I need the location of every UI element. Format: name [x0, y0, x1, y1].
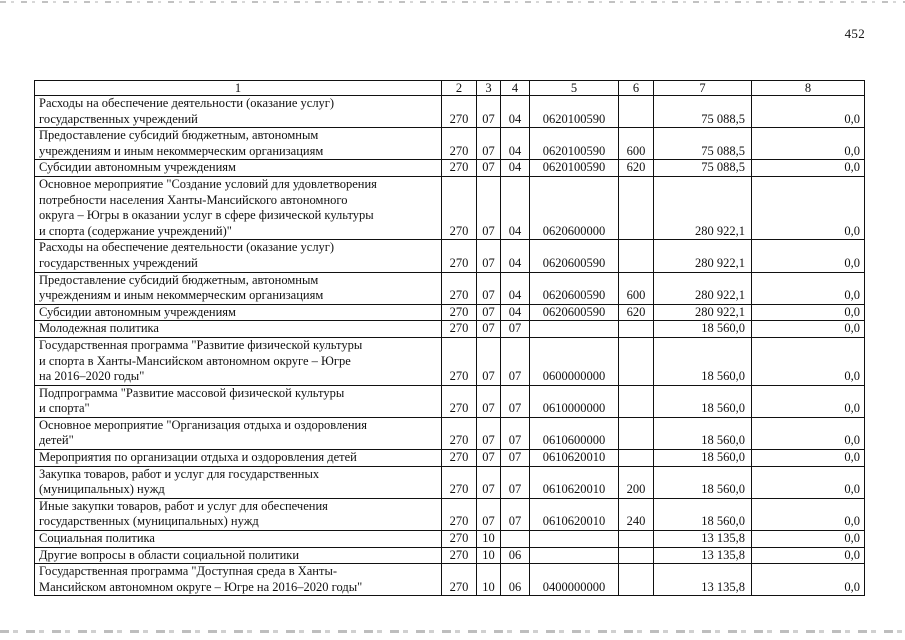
cell-section: 07: [477, 128, 501, 160]
cell-subsection: 04: [501, 272, 530, 304]
cell-amount-second: 0,0: [752, 531, 865, 548]
cell-expense-type: [619, 176, 654, 239]
cell-amount: 75 088,5: [654, 128, 752, 160]
item-name-line: и спорта": [39, 401, 90, 416]
cell-admin-code: 270: [442, 160, 477, 177]
page-number: 452: [844, 26, 865, 41]
cell-expense-type: 620: [619, 160, 654, 177]
item-name-line: Субсидии автономным учреждениям: [39, 304, 236, 319]
column-header: 8: [752, 81, 865, 96]
cell-expense-type: [619, 547, 654, 564]
cell-admin-code: 270: [442, 240, 477, 272]
cell-expense-type: [619, 450, 654, 467]
cell-target-item: 0620600590: [530, 272, 619, 304]
item-name-line: Мероприятия по организации отдыха и оздоровления детей: [39, 450, 357, 465]
cell-amount: 280 922,1: [654, 272, 752, 304]
cell-amount: 13 135,8: [654, 564, 752, 596]
cell-subsection: 04: [501, 304, 530, 321]
budget-table: [34, 80, 865, 596]
item-name-line: на 2016–2020 годы": [39, 369, 145, 384]
item-name-line: Основное мероприятие "Организация отдыха и оздоровления: [39, 417, 367, 432]
table-row: [35, 321, 865, 338]
cell-subsection: 06: [501, 547, 530, 564]
cell-amount: 13 135,8: [654, 547, 752, 564]
item-name-line: Закупка товаров, работ и услуг для государственных: [39, 466, 320, 481]
table-row: [35, 304, 865, 321]
cell-item-name: [35, 531, 442, 548]
item-name-line: Подпрограмма "Развитие массовой физической культуры: [39, 385, 345, 400]
cell-admin-code: 270: [442, 385, 477, 417]
item-name-line: Расходы на обеспечение деятельности (оказание услуг): [39, 96, 335, 110]
cell-target-item: 0600000000: [530, 337, 619, 385]
cell-section: 07: [477, 96, 501, 128]
table-row: [35, 96, 865, 128]
table-row: [35, 272, 865, 304]
cell-section: 07: [477, 240, 501, 272]
cell-section: 07: [477, 176, 501, 239]
cell-amount: 18 560,0: [654, 466, 752, 498]
item-name-line: Другие вопросы в области социальной политики: [39, 547, 300, 562]
column-header: 2: [442, 81, 477, 96]
item-name-line: Основное мероприятие "Создание условий для удовлетворения: [39, 176, 377, 191]
cell-target-item: 0610600000: [530, 417, 619, 449]
column-header: 1: [35, 81, 442, 96]
cell-section: 07: [477, 272, 501, 304]
cell-admin-code: 270: [442, 96, 477, 128]
cell-section: 07: [477, 450, 501, 467]
cell-item-name: [35, 160, 442, 177]
item-name-line: учреждениям и иным некоммерческим организациям: [39, 288, 324, 303]
cell-amount-second: 0,0: [752, 337, 865, 385]
cell-amount-second: 0,0: [752, 547, 865, 564]
cell-amount: 18 560,0: [654, 450, 752, 467]
item-name-line: Социальная политика: [39, 531, 155, 546]
cell-target-item: [530, 547, 619, 564]
cell-item-name: [35, 176, 442, 239]
cell-amount-second: 0,0: [752, 450, 865, 467]
cell-expense-type: [619, 417, 654, 449]
cell-expense-type: [619, 96, 654, 128]
table-row: [35, 417, 865, 449]
cell-admin-code: 270: [442, 531, 477, 548]
cell-target-item: [530, 531, 619, 548]
cell-subsection: 07: [501, 450, 530, 467]
table-header-row: [35, 81, 865, 96]
cell-expense-type: 240: [619, 498, 654, 530]
cell-target-item: 0610620010: [530, 450, 619, 467]
cell-section: 10: [477, 564, 501, 596]
cell-item-name: [35, 337, 442, 385]
table-row: [35, 531, 865, 548]
cell-amount: 18 560,0: [654, 417, 752, 449]
cell-target-item: 0620600590: [530, 304, 619, 321]
cell-amount-second: 0,0: [752, 417, 865, 449]
cell-subsection: [501, 531, 530, 548]
cell-section: 07: [477, 160, 501, 177]
item-name-line: потребности населения Ханты-Мансийского автономного: [39, 192, 348, 207]
table-row: [35, 547, 865, 564]
column-header: 4: [501, 81, 530, 96]
cell-expense-type: [619, 531, 654, 548]
cell-admin-code: 270: [442, 547, 477, 564]
cell-amount: 75 088,5: [654, 160, 752, 177]
item-name-line: Мансийском автономном округе – Югре на 2016–2020 годы": [39, 579, 363, 594]
item-name-line: (муниципальных) нужд: [39, 482, 165, 497]
item-name-line: Иные закупки товаров, работ и услуг для обеспечения: [39, 498, 328, 513]
cell-subsection: 04: [501, 176, 530, 239]
item-name-line: учреждениям и иным некоммерческим организациям: [39, 143, 324, 158]
cell-amount-second: 0,0: [752, 96, 865, 128]
column-header: 3: [477, 81, 501, 96]
cell-item-name: [35, 385, 442, 417]
item-name-line: Государственная программа "Развитие физической культуры: [39, 337, 363, 352]
column-header: 6: [619, 81, 654, 96]
cell-item-name: [35, 450, 442, 467]
cell-amount: 18 560,0: [654, 498, 752, 530]
cell-expense-type: 620: [619, 304, 654, 321]
cell-section: 07: [477, 304, 501, 321]
cell-subsection: 04: [501, 160, 530, 177]
cell-subsection: 07: [501, 417, 530, 449]
cell-subsection: 04: [501, 96, 530, 128]
cell-amount-second: 0,0: [752, 498, 865, 530]
cell-section: 07: [477, 498, 501, 530]
cell-amount: 280 922,1: [654, 176, 752, 239]
item-name-line: государственных (муниципальных) нужд: [39, 514, 259, 529]
cell-admin-code: 270: [442, 176, 477, 239]
item-name-line: Субсидии автономным учреждениям: [39, 160, 236, 175]
cell-amount-second: 0,0: [752, 466, 865, 498]
cell-amount: 18 560,0: [654, 321, 752, 338]
scan-edge-bottom: [0, 630, 905, 633]
cell-target-item: 0620100590: [530, 160, 619, 177]
cell-target-item: 0610620010: [530, 466, 619, 498]
cell-amount-second: 0,0: [752, 564, 865, 596]
cell-subsection: 06: [501, 564, 530, 596]
cell-amount-second: 0,0: [752, 304, 865, 321]
cell-admin-code: 270: [442, 321, 477, 338]
cell-target-item: 0620600590: [530, 240, 619, 272]
item-name-line: Государственная программа "Доступная среда в Ханты-: [39, 564, 338, 579]
column-header: 7: [654, 81, 752, 96]
cell-amount-second: 0,0: [752, 385, 865, 417]
item-name-line: государственных учреждений: [39, 111, 198, 126]
cell-admin-code: 270: [442, 417, 477, 449]
column-header: 5: [530, 81, 619, 96]
cell-amount: 280 922,1: [654, 240, 752, 272]
cell-item-name: [35, 128, 442, 160]
cell-expense-type: 200: [619, 466, 654, 498]
item-name-line: государственных учреждений: [39, 255, 198, 270]
cell-item-name: [35, 547, 442, 564]
cell-amount: 18 560,0: [654, 385, 752, 417]
item-name-line: детей": [39, 433, 74, 448]
cell-target-item: 0400000000: [530, 564, 619, 596]
table-row: [35, 564, 865, 596]
item-name-line: и спорта в Ханты-Мансийском автономном округе – Югре: [39, 353, 351, 368]
cell-subsection: 07: [501, 466, 530, 498]
cell-expense-type: [619, 337, 654, 385]
cell-section: 07: [477, 337, 501, 385]
cell-target-item: 0620100590: [530, 96, 619, 128]
cell-expense-type: [619, 564, 654, 596]
cell-item-name: [35, 498, 442, 530]
cell-admin-code: 270: [442, 466, 477, 498]
cell-amount: 280 922,1: [654, 304, 752, 321]
cell-expense-type: 600: [619, 272, 654, 304]
table-row: [35, 385, 865, 417]
cell-expense-type: [619, 321, 654, 338]
cell-expense-type: [619, 385, 654, 417]
cell-section: 07: [477, 417, 501, 449]
cell-admin-code: 270: [442, 128, 477, 160]
cell-subsection: 04: [501, 240, 530, 272]
cell-target-item: 0620100590: [530, 128, 619, 160]
cell-admin-code: 270: [442, 272, 477, 304]
cell-amount-second: 0,0: [752, 240, 865, 272]
cell-amount: 13 135,8: [654, 531, 752, 548]
table-row: [35, 128, 865, 160]
table-row: [35, 160, 865, 177]
item-name-line: Предоставление субсидий бюджетным, автономным: [39, 272, 319, 287]
cell-expense-type: [619, 240, 654, 272]
cell-target-item: [530, 321, 619, 338]
cell-amount: 75 088,5: [654, 96, 752, 128]
table-row: [35, 498, 865, 530]
cell-item-name: [35, 466, 442, 498]
table-row: [35, 337, 865, 385]
cell-item-name: [35, 304, 442, 321]
cell-admin-code: 270: [442, 564, 477, 596]
cell-item-name: [35, 96, 442, 128]
item-name-line: Расходы на обеспечение деятельности (оказание услуг): [39, 240, 335, 255]
cell-admin-code: 270: [442, 498, 477, 530]
table-body: [35, 96, 865, 596]
item-name-line: Предоставление субсидий бюджетным, автономным: [39, 128, 319, 143]
cell-subsection: 04: [501, 128, 530, 160]
cell-section: 10: [477, 547, 501, 564]
table-row: [35, 466, 865, 498]
table-row: [35, 450, 865, 467]
cell-admin-code: 270: [442, 450, 477, 467]
cell-target-item: 0620600000: [530, 176, 619, 239]
cell-expense-type: 600: [619, 128, 654, 160]
cell-section: 07: [477, 321, 501, 338]
cell-section: 10: [477, 531, 501, 548]
cell-item-name: [35, 321, 442, 338]
scan-edge-top: [0, 1, 905, 3]
cell-target-item: 0610620010: [530, 498, 619, 530]
cell-amount: 18 560,0: [654, 337, 752, 385]
cell-item-name: [35, 272, 442, 304]
cell-amount-second: 0,0: [752, 160, 865, 177]
cell-amount-second: 0,0: [752, 321, 865, 338]
cell-subsection: 07: [501, 337, 530, 385]
cell-target-item: 0610000000: [530, 385, 619, 417]
item-name-line: и спорта (содержание учреждений)": [39, 223, 232, 238]
cell-amount-second: 0,0: [752, 176, 865, 239]
cell-subsection: 07: [501, 385, 530, 417]
cell-amount-second: 0,0: [752, 272, 865, 304]
item-name-line: Молодежная политика: [39, 321, 159, 336]
table-row: [35, 240, 865, 272]
cell-item-name: [35, 417, 442, 449]
cell-item-name: [35, 564, 442, 596]
cell-amount-second: 0,0: [752, 128, 865, 160]
cell-section: 07: [477, 466, 501, 498]
cell-section: 07: [477, 385, 501, 417]
table-row: [35, 176, 865, 239]
cell-admin-code: 270: [442, 304, 477, 321]
item-name-line: округа – Югры в оказании услуг в сфере физической культуры: [39, 208, 374, 223]
cell-item-name: [35, 240, 442, 272]
cell-subsection: 07: [501, 321, 530, 338]
cell-admin-code: 270: [442, 337, 477, 385]
cell-subsection: 07: [501, 498, 530, 530]
